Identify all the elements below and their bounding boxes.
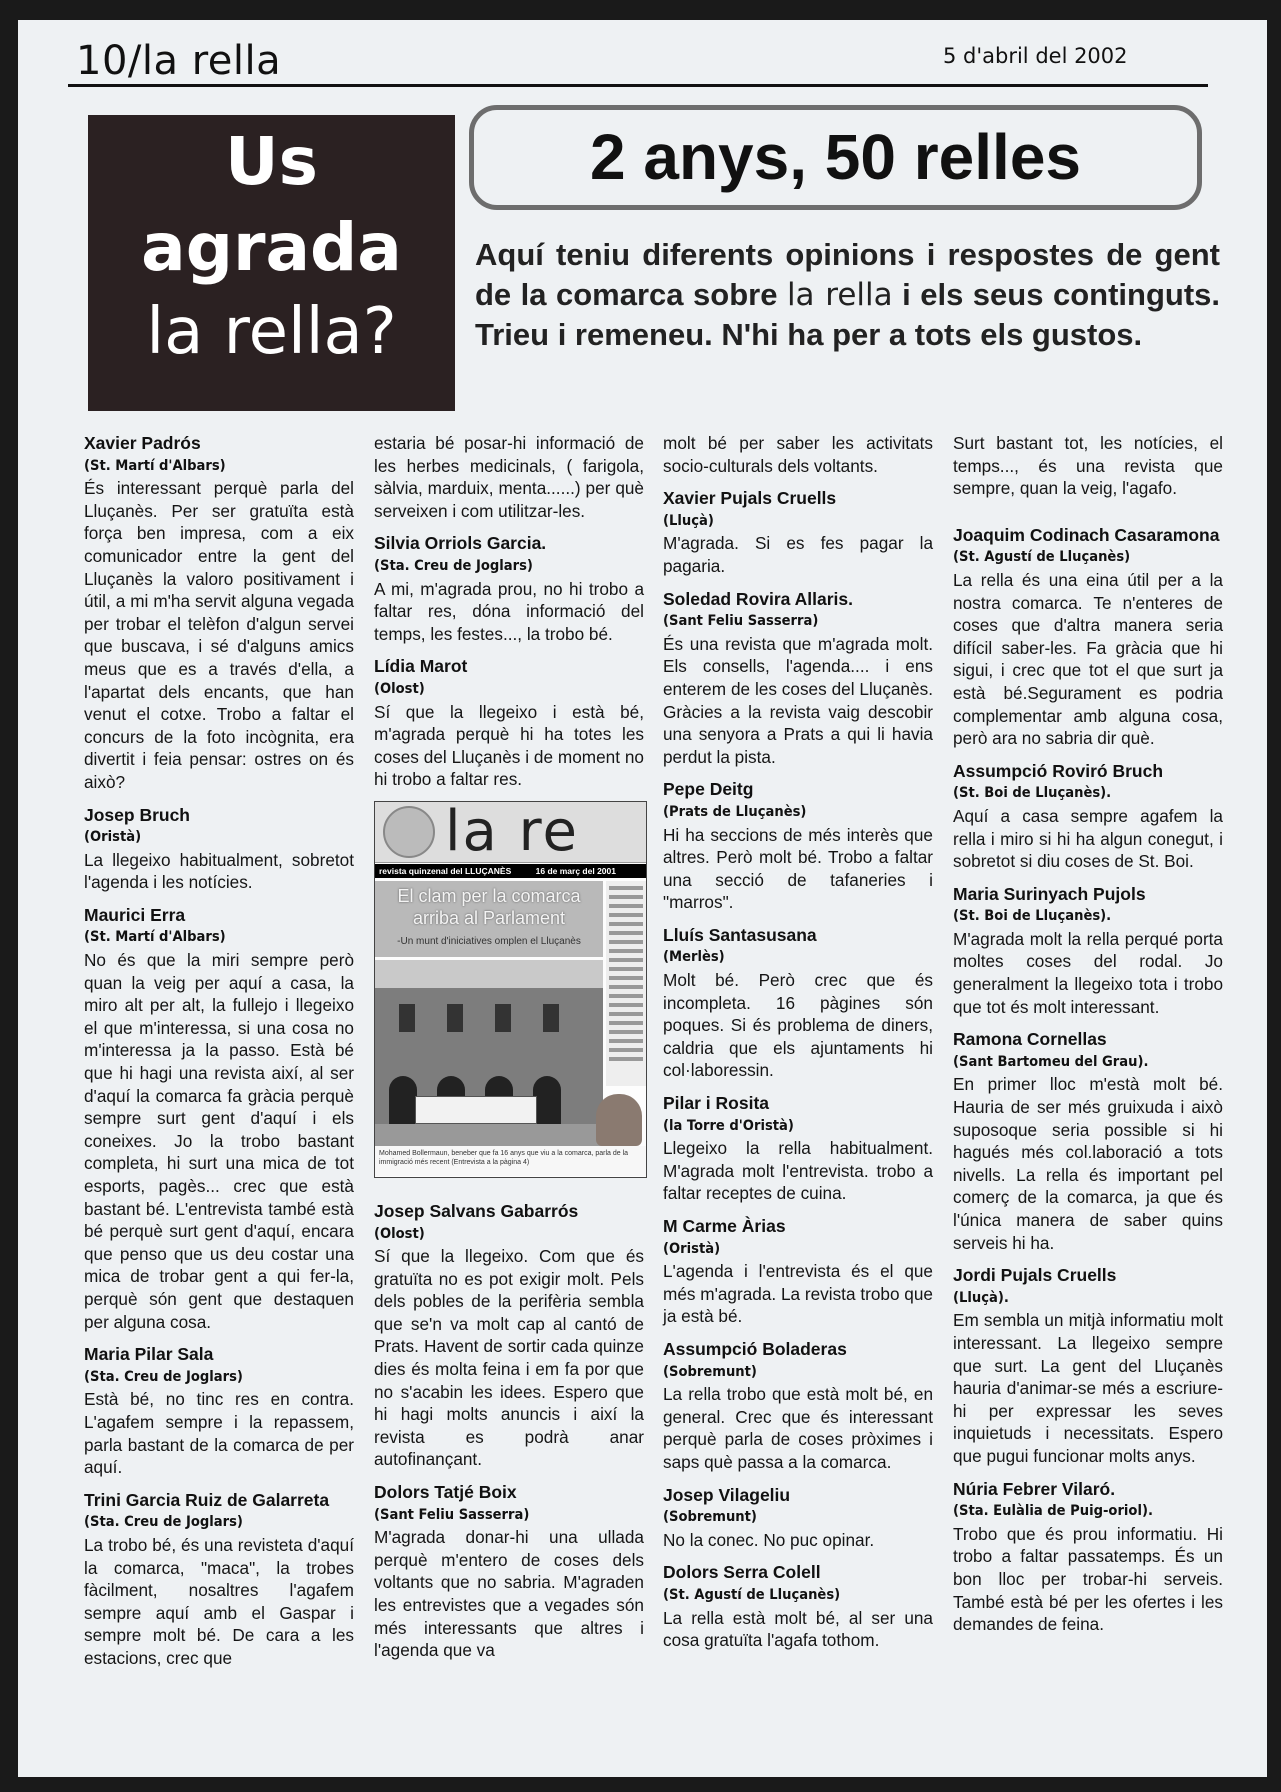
photo-window — [495, 1004, 511, 1032]
entry-place: (la Torre d'Oristà) — [663, 1116, 794, 1134]
entry-text: Hi ha seccions de més interès que altres. Però molt bé. Trobo a faltar una secció de tafaneries i "marros". — [663, 824, 933, 913]
entry-name: Josep Vilageliu — [663, 1484, 791, 1505]
entry-text: És interessant perquè parla del Lluçanès. Per ser gratuïta està força ben impresa, com a eix comunicador entre la gent del Lluçanès la valoro positivament i útil, a mi m'ha servit alguna vegada per trobar el telèfon d'algun servei que buscava, i sé d'alguns amics meus que es a través d'ella, a l'apartat dels encants, que han venut el cotxe. Trobo a faltar el concurs de la foto incògnita, era divertit i feia pensar: ostres on és això? — [84, 478, 354, 792]
entry-name: Assumpció Roviró Bruch — [953, 760, 1164, 781]
entry-place: (Sant Feliu Sasserra) — [663, 612, 819, 630]
cover-logo-circle — [383, 806, 435, 858]
entry-name: Assumpció Boladeras — [663, 1338, 847, 1359]
magazine-cover-photo — [374, 801, 647, 1178]
entry-text: Llegeixo la rella habitualment. M'agrada molt l'entrevista. trobo a faltar receptes de cuina. — [663, 1138, 933, 1204]
opinion-entry — [953, 524, 1223, 750]
entry-place: (Sta. Creu de Joglars) — [84, 1367, 243, 1385]
entry-text: No és que la miri sempre però quan la veig per aquí a casa, la miro alt per alt, la fullejo i llegeixo el que m'interessa, si una cosa no m'interessa ja la passo. Està bé que hi hagi una revista així, al ser d'aquí la comarca fa gràcia perquè sempre surt gent d'aquí i els coneixes. Jo la trobo bastant completa, hi surt una mica de tot esports, pagès... crec que està bastant bé. L'entrevista també està bé perquè surt gent d'aquí, encara que penso que us deu costar una mica de trobar gent a qui fer-la, perquè són gent que destaquen per alguna cosa. — [84, 950, 354, 1332]
entry-name: Trini Garcia Ruiz de Galarreta — [84, 1489, 330, 1510]
cover-masthead-left: revista quinzenal del LLUÇANÈS — [379, 865, 512, 876]
entry-text: Trobo que és prou informatiu. Hi trobo a faltar passatemps. És un bon lloc per trobar-hi serveis. També està bé per les ofertes i les demandes de feina. — [953, 1523, 1223, 1635]
intro-text-1: Aquí teniu diferents opinions i respostes de gent de la comarca sobre — [475, 237, 1220, 312]
cover-headline-block — [375, 881, 603, 957]
entry-text: molt bé per saber les activitats socio-culturals dels voltants. — [663, 433, 933, 476]
entry-place: (Sant Bartomeu del Grau). — [953, 1052, 1149, 1070]
question-box — [88, 115, 455, 411]
opinion-entry — [374, 655, 644, 791]
entry-name: Jordi Pujals Cruells — [953, 1265, 1117, 1286]
opinion-entry — [663, 1561, 933, 1651]
opinion-entry-continued — [663, 432, 933, 477]
entry-name: Lídia Marot — [374, 656, 468, 677]
opinion-entry — [953, 1028, 1223, 1254]
entry-text: La rella està molt bé, al ser una cosa gratuïta l'agafa tothom. — [663, 1607, 933, 1651]
entry-name: Dolors Tatjé Boix — [374, 1482, 517, 1503]
header-rule — [68, 84, 1208, 87]
entry-text: La llegeixo habitualment, sobretot l'agenda i les notícies. — [84, 849, 354, 893]
entry-name: Dolors Serra Colell — [663, 1562, 821, 1583]
entry-text: La rella és una eina útil per a la nostra comarca. Te n'enteres de coses que d'altra manera seria difícil saber-les. Fa gràcia que hi sigui, i crec que tot el que surt ja està bé.Segurament es podria complementar amb alguna cosa, però ara no sabria dir què. — [953, 569, 1223, 749]
entry-text: L'agenda i l'entrevista és el que més m'agrada. La revista trobo que ja està bé. — [663, 1261, 933, 1327]
cover-side-text — [606, 881, 646, 1086]
column-4 — [953, 432, 1223, 1646]
cover-building-photo — [375, 960, 603, 1146]
opinion-entry — [374, 1481, 644, 1662]
cover-caption: Mohamed Bollermaun, beneber que fa 16 anys que viu a la comarca, parla de la immigració més recent (Entrevista a la pàgina 4) — [375, 1146, 646, 1176]
question-line-1: Us — [225, 123, 318, 200]
entry-text: Surt bastant tot, les notícies, el temps..., és una revista que sempre, quan la veig, l'agafo. — [953, 433, 1223, 499]
entry-place: (Merlès) — [663, 948, 725, 966]
column-2 — [374, 432, 644, 1672]
entry-name: Maria Surinyach Pujols — [953, 883, 1146, 904]
intro-text-2: i els seus continguts. Trieu i remeneu. N'hi ha per a tots els gustos. — [475, 277, 1220, 352]
entry-place: (Olost) — [374, 1224, 425, 1242]
entry-place: (Oristà) — [84, 828, 142, 846]
opinion-entry — [953, 760, 1223, 873]
entry-place: (Sta. Creu de Joglars) — [374, 556, 533, 574]
photo-window — [399, 1004, 415, 1032]
entry-place: (Oristà) — [663, 1239, 721, 1257]
photo-protest-banner — [415, 1096, 537, 1124]
entry-place: (St. Agustí de Lluçanès) — [953, 548, 1131, 566]
opinion-entry — [84, 1489, 354, 1670]
opinion-entry-continued — [374, 432, 644, 522]
entry-name: Lluís Santasusana — [663, 924, 817, 945]
entry-text: La rella trobo que està molt bé, en general. Crec que és interessant perquè parla de coses pròximes i saps què passa a la comarca. — [663, 1384, 933, 1472]
entry-text: Em sembla un mitjà informatiu molt interessant. La llegeixo sempre que surt. La gent del Lluçanès hauria d'animar-se més a escriure-hi per expressar les seves inquietuds i necessitats. Espero que pugui funcionar molts anys. — [953, 1310, 1223, 1466]
entry-text: És una revista que m'agrada molt. Els consells, l'agenda.... i ens enterem de les coses del Lluçanès. Gràcies a la revista vaig descobir una senyora a Prats a qui li havia perdut la pista. — [663, 633, 933, 767]
entry-name: Joaquim Codinach Casaramona — [953, 524, 1220, 545]
entry-text: Aquí a casa sempre agafem la rella i miro si hi ha algun conegut, i sobretot si diu coses de St. Boi. — [953, 805, 1223, 872]
entry-place: (Sta. Creu de Joglars) — [84, 1513, 243, 1531]
intro-paragraph — [475, 235, 1220, 355]
page-header-date: 5 d'abril del 2002 — [943, 44, 1128, 68]
entry-name: M Carme Àrias — [663, 1216, 786, 1236]
opinion-entry — [663, 487, 933, 577]
entry-name: Soledad Rovira Allaris. — [663, 588, 853, 609]
cover-headline: El clam per la comarca arriba al Parlament — [397, 885, 581, 928]
entry-text: M'agrada molt la rella perqué porta moltes coses del rodal. Jo generalment la llegeixo tota i trobo que tot és molt interessant. — [953, 928, 1223, 1017]
entry-name: Josep Bruch — [84, 804, 190, 825]
entry-place: (St. Agustí de Lluçanès) — [663, 1585, 841, 1603]
entry-place: (Prats de Lluçanès) — [663, 802, 807, 820]
cover-logo-area — [375, 802, 646, 863]
newspaper-page — [18, 20, 1267, 1777]
entry-text: No la conec. No puc opinar. — [663, 1529, 875, 1550]
opinion-entry — [953, 1478, 1223, 1636]
opinion-entry — [953, 883, 1223, 1019]
entry-place: (Lluçà) — [663, 511, 714, 529]
entry-place: (Sobremunt) — [663, 1508, 757, 1526]
entry-text: Sí que la llegeixo. Com que és gratuïta no es pot exigir molt. Pels dels pobles de la perifèria sembla que se'n va molt cap al cantó de Prats. Havent de sortir cada quinze dies és molta feina i em fa por que no s'acabin les idees. Espero que hi hagi molts anuncis i així la revista es podrà anar autofinançant. — [374, 1246, 644, 1470]
entry-text: estaria bé posar-hi informació de les herbes medicinals, ( farigola, sàlvia, marduix, menta......) per què serveixen i com utilitzar-les. — [374, 433, 644, 521]
entry-name: Silvia Orriols Garcia. — [374, 533, 547, 554]
opinion-entry — [84, 1343, 354, 1479]
opinion-entry — [374, 1200, 644, 1471]
entry-text: Sí que la llegeixo i està bé, m'agrada perquè hi ha totes les coses del Lluçanès i de moment no hi trobo a faltar res. — [374, 701, 644, 790]
entry-place: (St. Martí d'Albars) — [84, 928, 226, 946]
entry-name: Josep Salvans Gabarrós — [374, 1200, 579, 1221]
cover-masthead-bar — [375, 864, 646, 878]
entry-name: Núria Febrer Vilaró. — [953, 1478, 1116, 1499]
opinion-entry — [953, 1264, 1223, 1467]
entry-text: M'agrada donar-hi una ullada perquè m'entero de coses dels voltants que no sabria. M'agraden les entrevistes que a vegades són més interessants que altres i l'agenda que va — [374, 1527, 644, 1661]
entry-place: (Lluçà). — [953, 1288, 1009, 1306]
opinion-entry — [84, 904, 354, 1333]
entry-place: (St. Boi de Lluçanès). — [953, 907, 1112, 925]
entry-text: Molt bé. Però crec que és incompleta. 16 pàgines són poques. Si és problema de diners, caldria que els ajuntaments hi col·laboressin. — [663, 970, 933, 1081]
entry-place: (St. Martí d'Albars) — [84, 456, 226, 474]
entry-name: Ramona Cornellas — [953, 1029, 1107, 1050]
entry-place: (Sobremunt) — [663, 1362, 757, 1380]
entry-text: Està bé, no tinc res en contra. L'agafem sempre i la repassem, parla bastant de la comarca de per aquí. — [84, 1389, 354, 1478]
opinion-entry — [84, 804, 354, 894]
photo-arch — [533, 1076, 561, 1124]
entry-text: A mi, m'agrada prou, no hi trobo a faltar res, dóna informació del temps, les festes..., la trobo bé. — [374, 578, 644, 644]
entry-name: Pilar i Rosita — [663, 1093, 770, 1114]
entry-place: (Sant Feliu Sasserra) — [374, 1505, 530, 1523]
cover-masthead-date: 16 de març del 2001 — [535, 865, 616, 876]
opinion-entry — [663, 1092, 933, 1205]
headline-box — [469, 105, 1202, 210]
entry-place: (Olost) — [374, 679, 425, 697]
entry-name: Pepe Deitg — [663, 779, 754, 800]
opinion-entry — [663, 588, 933, 769]
opinion-entry — [663, 1215, 933, 1328]
entry-name: Xavier Padrós — [84, 433, 201, 453]
photo-window — [447, 1004, 463, 1032]
photo-ground — [375, 1124, 603, 1146]
opinion-entry — [663, 1338, 933, 1474]
column-1 — [84, 432, 354, 1679]
opinion-entry — [663, 1484, 933, 1552]
entry-text: En primer lloc m'està molt bé. Hauria de ser més gruixuda i això suposoque seria possible si hi hagués més col.laboració a tots nivells. La rella és important pel comerç de la comarca, ja que és l'única manera de saber quins serveis hi ha. — [953, 1074, 1223, 1253]
photo-sky — [375, 960, 603, 988]
cover-logo: la re — [445, 800, 579, 864]
entry-place: (St. Boi de Lluçanès). — [953, 784, 1112, 802]
entry-text: La trobo bé, és una revisteta d'aquí la comarca, "maca", la trobes fàcilment, nosaltres l'agafem sempre aquí amb el Gaspar i sempre molt bé. De cara a les estacions, crec que — [84, 1534, 354, 1668]
entry-name: Maurici Erra — [84, 904, 186, 925]
intro-rella: la rella — [786, 277, 893, 313]
photo-arch — [389, 1076, 417, 1124]
entry-place: (Sta. Eulàlia de Puig-oriol). — [953, 1502, 1153, 1520]
photo-window — [543, 1004, 559, 1032]
opinion-entry — [374, 532, 644, 645]
entry-text: M'agrada. Si es fes pagar la pagaria. — [663, 533, 933, 576]
cover-subheadline: -Un munt d'iniciatives omplen el Lluçanès — [397, 935, 581, 947]
opinion-entry — [663, 924, 933, 1082]
opinion-entry-continued — [953, 432, 1223, 500]
opinion-entry — [663, 778, 933, 914]
page-header-title: 10/la rella — [76, 38, 282, 84]
headline: 2 anys, 50 relles — [589, 121, 1082, 193]
entry-name: Xavier Pujals Cruells — [663, 488, 837, 509]
opinion-entry — [84, 432, 354, 794]
question-line-2: agrada — [141, 209, 402, 286]
question-line-3: la rella? — [146, 295, 397, 369]
column-3 — [663, 432, 933, 1662]
entry-name: Maria Pilar Sala — [84, 1344, 214, 1365]
cover-portrait — [596, 1094, 642, 1146]
